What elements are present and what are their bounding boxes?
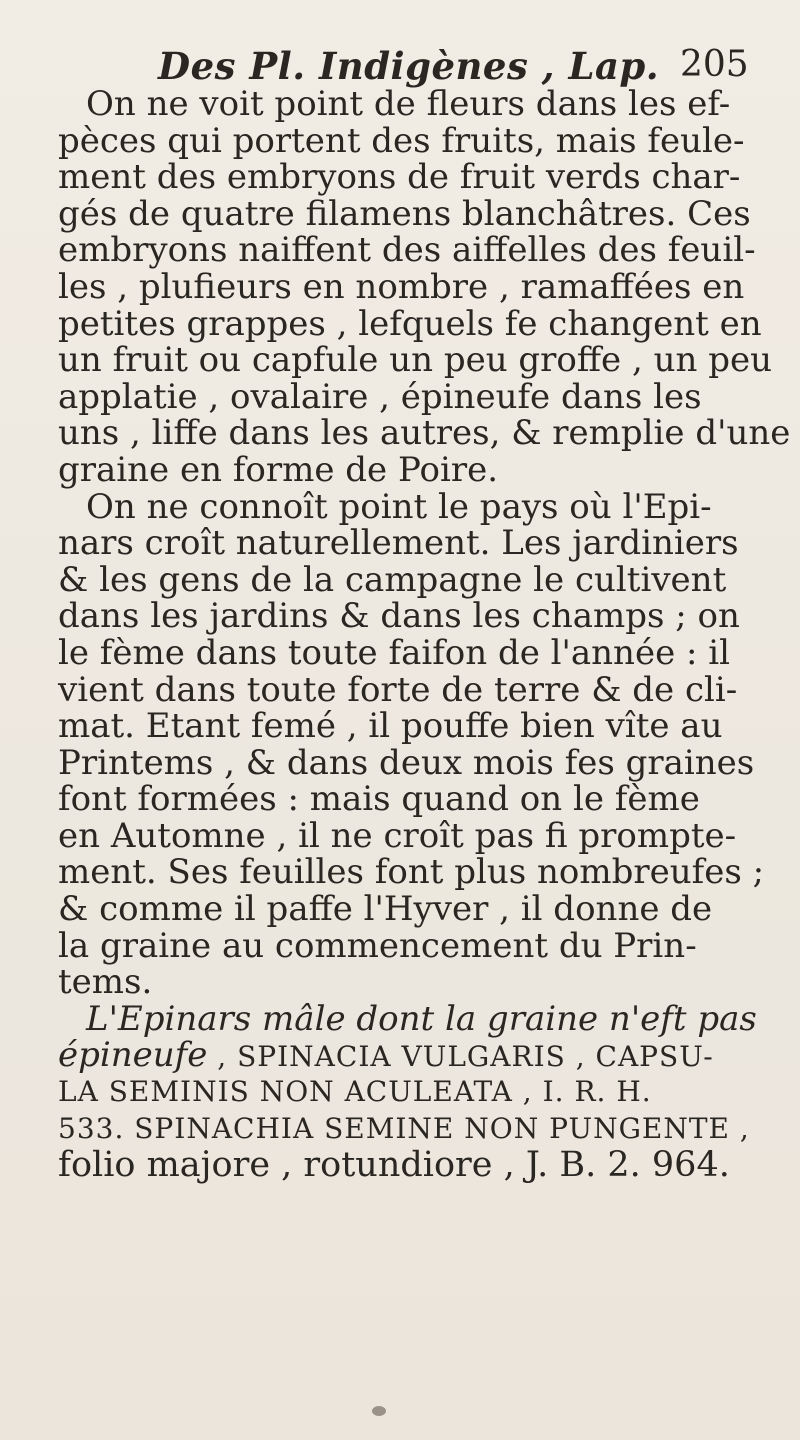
running-title: Des Pl. Indigènes , Lap. [158,44,660,88]
species-heading-line: L'Epinars mâle dont la graine n'eft pas [86,998,757,1039]
species-heading-line: folio majore , rotundiore , J. B. 2. 964. [58,1145,730,1186]
paragraph-line: vient dans toute forte de terre & de cli- [58,669,738,710]
paragraph-line: mat. Etant femé , il pouffe bien vîte au [58,706,723,747]
paragraph-line: tems. [58,962,153,1003]
paragraph-line: On ne voit point de fleurs dans les ef- [86,84,731,124]
paragraph-line: font formées : mais quand on le fème [58,779,700,820]
paragraph-line: dans les jardins & dans les champs ; on [58,596,740,637]
paragraph-line: Printems , & dans deux mois fes graines [58,742,755,783]
paragraph-line: en Automne , il ne croît pas fi prompte- [58,815,737,856]
paragraph-line: nars croît naturellement. Les jardiniers [58,523,739,564]
species-heading-latin: , SPINACIA VULGARIS , CAPSU- [207,1040,714,1074]
paragraph-line: On ne connoît point le pays où l'Epi- [86,486,712,527]
paragraph-line: uns , liffe dans les autres, & remplie d'une [58,413,791,454]
species-heading-line [58,1037,768,1074]
ink-spot [372,1406,386,1416]
paragraph-line: les , plufieurs en nombre , ramaffées en [58,266,745,307]
paragraph-line: ment des embryons de fruit verds char- [58,157,741,198]
paragraph-line: ment. Ses feuilles font plus nombreufes ; [58,852,765,893]
page-number: 205 [680,44,749,85]
paragraph-line: le fème dans toute faifon de l'année : il [58,632,731,673]
paragraph-line: un fruit ou capfule un peu groffe , un peu [58,340,772,381]
paragraph-line: & les gens de la campagne le cultivent [58,559,727,600]
paragraph-line: gés de quatre filamens blanchâtres. Ces [58,193,751,234]
paragraph-line: applatie , ovalaire , épineufe dans les [58,376,702,417]
paragraph-line: la graine au commencement du Prin- [58,925,697,966]
paragraph-line: graine en forme de Poire. [58,449,499,490]
paragraph-line: petites grappes , lefquels fe changent en [58,303,762,344]
paragraph-line: & comme il paffe l'Hyver , il donne de [58,889,713,930]
species-heading-italic: épineufe [58,1035,208,1076]
species-heading-line: LA SEMINIS NON ACULEATA , I. R. H. [58,1075,652,1109]
paragraph-line: pèces qui portent des fruits, mais feule- [58,120,745,161]
paragraph-line: embryons naiffent des aiffelles des feuil- [58,230,756,271]
species-heading-line: 533. SPINACHIA SEMINE NON PUNGENTE , [58,1111,750,1145]
body-text [58,84,791,1186]
